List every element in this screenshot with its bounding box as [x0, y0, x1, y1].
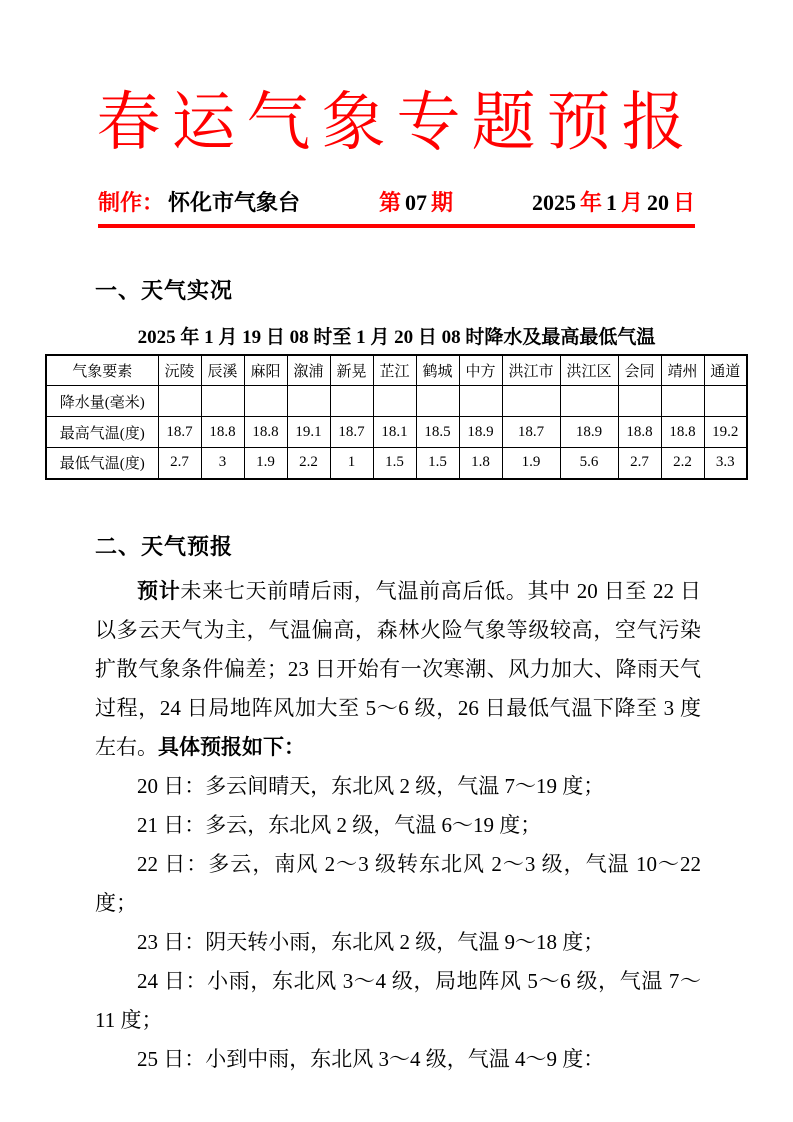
cell-value: 1.8 [459, 448, 502, 479]
date-year: 2025 [531, 189, 576, 215]
cell-value: 18.8 [661, 417, 704, 448]
row-label-max-temp: 最高气温(度) [46, 417, 158, 448]
forecast-line-day22: 22 日：多云，南风 2～3 级转东北风 2～3 级，气温 10～22 度； [95, 851, 701, 915]
col-header-yuanling: 沅陵 [158, 355, 201, 386]
producer-label: 制作： [98, 189, 165, 215]
cell-value [416, 386, 459, 417]
cell-value [459, 386, 502, 417]
col-header-xinhuang: 新晃 [330, 355, 373, 386]
header-divider [98, 224, 695, 228]
issue-value: 07 [404, 189, 427, 215]
cell-value [158, 386, 201, 417]
table-row-precipitation [46, 386, 747, 417]
cell-value: 1.5 [416, 448, 459, 479]
cell-value: 1.9 [502, 448, 560, 479]
section1-heading: 一、天气实况 [95, 277, 234, 303]
date-day: 20 [646, 189, 669, 215]
cell-value [618, 386, 661, 417]
weather-observation-table [45, 354, 748, 480]
cell-value [201, 386, 244, 417]
weather-table-title: 2025 年 1 月 19 日 08 时至 1 月 20 日 08 时降水及最高最低气温 [137, 326, 656, 348]
date-month-unit: 月 [620, 189, 643, 215]
cell-value [704, 386, 747, 417]
cell-value: 5.6 [560, 448, 618, 479]
section2-heading: 二、天气预报 [95, 533, 234, 559]
issue-suffix: 期 [430, 189, 453, 215]
cell-value: 18.1 [373, 417, 416, 448]
issue-prefix: 第 [378, 189, 401, 215]
producer-info [98, 186, 300, 217]
cell-value: 18.9 [560, 417, 618, 448]
forecast-detail-label: 具体预报如下： [158, 734, 305, 759]
col-header-zhongfang: 中方 [459, 355, 502, 386]
col-header-jingzhou: 靖州 [661, 355, 704, 386]
cell-value [373, 386, 416, 417]
producer-value: 怀化市气象台 [168, 189, 301, 215]
date-year-unit: 年 [579, 189, 602, 215]
col-header-hongjiangshi: 洪江市 [502, 355, 560, 386]
cell-value: 18.8 [201, 417, 244, 448]
col-header-hongjiangqu: 洪江区 [560, 355, 618, 386]
doc-meta-line [98, 186, 695, 217]
row-label-min-temp: 最低气温(度) [46, 448, 158, 479]
date-month: 1 [605, 189, 617, 215]
issue-number [379, 186, 453, 217]
cell-value: 2.2 [287, 448, 330, 479]
cell-value: 2.2 [661, 448, 704, 479]
col-header-huitong: 会同 [618, 355, 661, 386]
issue-date [532, 186, 695, 217]
forecast-line-day25: 25 日：小到中雨，东北风 3～4 级，气温 4～9 度： [137, 1046, 605, 1071]
cell-value: 1 [330, 448, 373, 479]
cell-value: 18.7 [158, 417, 201, 448]
table-row-min-temp [46, 448, 747, 479]
cell-value: 3.3 [704, 448, 747, 479]
forecast-line-day21: 21 日：多云，东北风 2 级，气温 6～19 度； [137, 812, 542, 837]
forecast-intro-paragraph [95, 572, 701, 767]
cell-value: 3 [201, 448, 244, 479]
col-header-tongdao: 通道 [704, 355, 747, 386]
cell-value [287, 386, 330, 417]
table-header-row [46, 355, 747, 386]
col-header-xupu: 溆浦 [287, 355, 330, 386]
col-header-zhijiang: 芷江 [373, 355, 416, 386]
cell-value: 18.5 [416, 417, 459, 448]
cell-value: 18.8 [618, 417, 661, 448]
col-header-chenxi: 辰溪 [201, 355, 244, 386]
forecast-intro-text: 未来七天前晴后雨，气温前高后低。其中 20 日至 22 日以多云天气为主，气温偏高，森林火险气象等级较高，空气污染扩散气象条件偏差；23 日开始有一次寒潮、风力加大、降雨天气过程，24 日局地阵风加大至 5～6 级，26 日最低气温下降至 3 度左右。 [95, 578, 702, 759]
cell-value: 1.5 [373, 448, 416, 479]
forecast-intro-bold: 预计 [137, 578, 181, 603]
row-label-precipitation: 降水量(毫米) [46, 386, 158, 417]
col-header-mayang: 麻阳 [244, 355, 287, 386]
table-row-max-temp [46, 417, 747, 448]
cell-value: 18.8 [244, 417, 287, 448]
forecast-line-day20: 20 日：多云间晴天，东北风 2 级，气温 7～19 度； [137, 773, 605, 798]
date-day-unit: 日 [672, 189, 695, 215]
cell-value [330, 386, 373, 417]
col-header-hecheng: 鹤城 [416, 355, 459, 386]
cell-value: 2.7 [158, 448, 201, 479]
cell-value: 19.1 [287, 417, 330, 448]
cell-value: 2.7 [618, 448, 661, 479]
cell-value: 18.7 [502, 417, 560, 448]
col-header-element: 气象要素 [46, 355, 158, 386]
cell-value [661, 386, 704, 417]
cell-value [502, 386, 560, 417]
cell-value [560, 386, 618, 417]
cell-value: 18.7 [330, 417, 373, 448]
cell-value: 18.9 [459, 417, 502, 448]
forecast-line-day24: 24 日：小雨，东北风 3～4 级，局地阵风 5～6 级，气温 7～11 度； [95, 968, 701, 1032]
cell-value: 1.9 [244, 448, 287, 479]
page-title: 春运气象专题预报 [96, 87, 697, 158]
cell-value: 19.2 [704, 417, 747, 448]
cell-value [244, 386, 287, 417]
forecast-line-day23: 23 日：阴天转小雨，东北风 2 级，气温 9～18 度； [137, 929, 605, 954]
